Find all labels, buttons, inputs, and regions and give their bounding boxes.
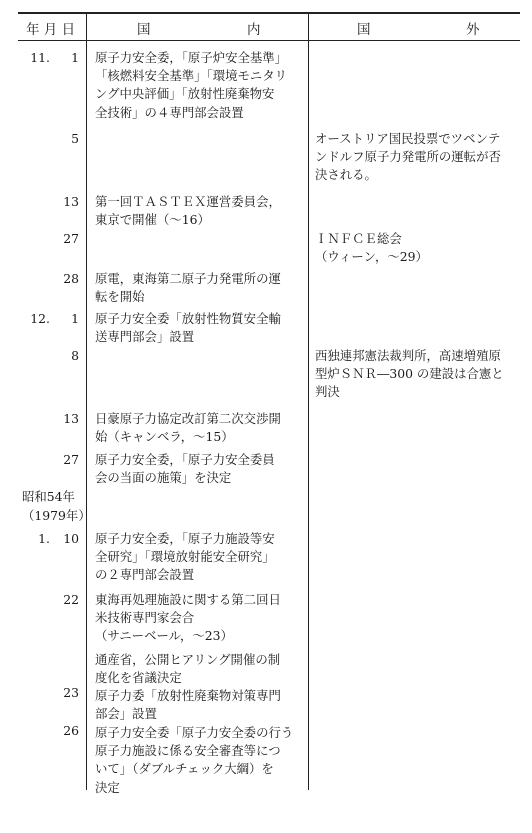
header-domestic-1: 国 bbox=[137, 22, 151, 38]
header-bottom-rule bbox=[18, 40, 520, 41]
row-day: 13 bbox=[63, 194, 79, 209]
domestic-foreign-divider bbox=[308, 12, 309, 790]
row-day: 1 bbox=[71, 50, 79, 65]
row-day: 13 bbox=[63, 411, 79, 426]
row-domestic-event: 原子力安全委「原子力安全委の行う 原子力施設に係る安全審査等につ いて」（ダブルチェック大綱）を 決定 bbox=[95, 725, 294, 795]
row-domestic-event: 原子力安全委，「原子力安全委員 会の当面の施策」を決定 bbox=[95, 452, 275, 486]
date-column-divider bbox=[86, 12, 87, 790]
row-foreign-event: オーストリア国民投票でツベンテ ンドルフ原子力発電所の運転が否 決される。 bbox=[315, 131, 501, 183]
row-day: 10 bbox=[63, 531, 79, 546]
row-day: 22 bbox=[63, 592, 79, 607]
row-month: 12. bbox=[30, 311, 50, 326]
row-day: 27 bbox=[63, 231, 79, 246]
row-day: 26 bbox=[63, 723, 79, 738]
row-domestic-event: 原子力安全委，「原子炉安全基準」 「核燃料安全基準」「環境モニタリ ング中央評価」「放射性廃棄物安 全技術」の４専門部会設置 bbox=[95, 50, 288, 120]
row-month: 11. bbox=[30, 50, 50, 65]
row-domestic-event: 日豪原子力協定改訂第二次交渉開 始（キャンベラ，〜15） bbox=[95, 411, 281, 445]
row-day: 5 bbox=[71, 131, 79, 146]
era-label: 昭和54年 （1979年） bbox=[22, 489, 91, 523]
row-domestic-event: 原子力安全委「放射性物質安全輸 送専門部会」設置 bbox=[95, 311, 281, 345]
header-foreign-2: 外 bbox=[466, 22, 480, 38]
row-domestic-event: 第一回ＴＡＳＴＥＸ運営委員会， 東京で開催（〜16） bbox=[95, 194, 281, 228]
header-foreign-1: 国 bbox=[357, 22, 371, 38]
row-month: 1. bbox=[38, 531, 50, 546]
header-domestic-2: 内 bbox=[247, 22, 261, 38]
row-day: 28 bbox=[63, 271, 79, 286]
row-day: 8 bbox=[71, 348, 79, 363]
row-domestic-event: 通産省，公開ヒアリング開催の制 度化を省議決定 bbox=[95, 652, 281, 686]
row-day: 23 bbox=[63, 685, 79, 700]
row-foreign-event: 西独連邦憲法裁判所，高速増殖原 型炉ＳＮＲ―300 の建設は合憲と 判決 bbox=[315, 348, 504, 400]
row-domestic-event: 原電，東海第二原子力発電所の運 転を開始 bbox=[95, 271, 281, 305]
table-top-rule bbox=[18, 12, 520, 14]
row-foreign-event: ＩＮＦＣＥ総会 （ウィーン，〜29） bbox=[315, 231, 428, 265]
row-domestic-event: 原子力安全委，「原子力施設等安 全研究」「環境放射能安全研究」 の２専門部会設置 bbox=[95, 531, 275, 583]
row-domestic-event: 原子力委「放射性廃棄物対策専門 部会」設置 bbox=[95, 688, 281, 722]
row-day: 27 bbox=[63, 452, 79, 467]
row-domestic-event: 東海再処理施設に関する第二回日 米技術専門家会合 （サニーベール，〜23） bbox=[95, 592, 281, 644]
row-day: 1 bbox=[71, 311, 79, 326]
header-date: 年 月 日 bbox=[26, 22, 76, 38]
